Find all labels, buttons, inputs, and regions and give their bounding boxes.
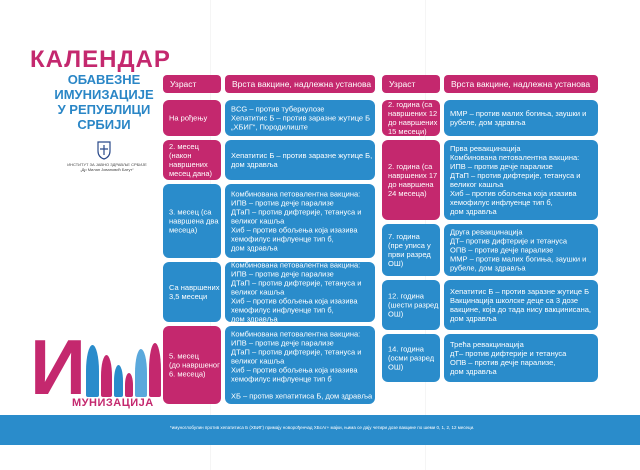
- header-age: Узраст: [163, 75, 221, 93]
- age-cell-line: навршених 12: [388, 109, 438, 118]
- vaccine-cell-line: дом здравља: [231, 314, 278, 324]
- age-cell-line: 2. месец: [169, 142, 199, 151]
- subtitle-line: У РЕПУБЛИЦИ: [57, 102, 151, 117]
- age-cell-line: до навршена: [388, 180, 434, 189]
- vaccine-cell: [444, 100, 598, 136]
- vaccine-cell: [444, 140, 598, 220]
- vaccine-cell-line: великог кашља: [231, 216, 285, 226]
- vaccine-cell-line: BCG – против туберкулозе: [231, 104, 325, 114]
- vaccine-cell-line: Хиб – против обољења која изазива: [231, 296, 358, 306]
- age-cell-line: навршених 17: [388, 171, 438, 180]
- vaccine-cell-line: великог кашља: [231, 287, 285, 297]
- age-cell-line: 3. месец (са: [169, 207, 212, 217]
- age-cell-line: 6. месеца): [169, 369, 206, 379]
- vaccine-cell-line: ДТаП – против дифтерије, тетануса и: [231, 278, 362, 288]
- age-cell-line: ОШ): [388, 309, 404, 319]
- footer-band: [0, 415, 640, 445]
- vaccine-cell-line: ММР – против малих богиња, заушки и: [450, 254, 587, 264]
- age-cell-line: 24 месеца): [388, 189, 427, 198]
- vaccine-cell-line: ОПВ – против дечје парализе: [450, 245, 554, 255]
- age-cell-line: 5. месец: [169, 351, 199, 361]
- age-cell-line: навршених: [169, 160, 208, 169]
- vaccine-cell-line: ИПВ – против дечје парализе: [231, 338, 334, 348]
- vaccine-cell-line: дом здравља: [231, 160, 278, 169]
- age-cell: [382, 334, 440, 382]
- logo-letter: И: [30, 323, 87, 411]
- age-cell-line: (пре уписа у: [388, 241, 431, 250]
- vaccine-cell-line: Комбинована петовалентна вакцина:: [231, 260, 361, 270]
- age-cell: [163, 140, 221, 180]
- vaccine-cell-line: ОПВ – против дечје парализе,: [450, 358, 556, 367]
- vaccine-cell-line: Хепатитис Б – против заразне жутице Б: [450, 287, 590, 296]
- vaccine-cell-line: дом здравља: [231, 243, 278, 253]
- vaccine-cell-line: хемофилус инфлуенце тип б: [231, 374, 332, 384]
- age-cell-line: први разред: [388, 250, 431, 259]
- age-cell: [382, 224, 440, 276]
- age-cell-line: 15 месеци): [388, 127, 427, 136]
- vaccine-cell-line: хемофилус инфлуенце тип б,: [231, 234, 334, 244]
- vaccine-cell: [444, 280, 598, 330]
- vaccine-cell-line: ММР – против малих богиња, заушки и: [450, 109, 587, 118]
- vaccine-cell: [225, 262, 375, 322]
- vaccine-cell: [225, 184, 375, 258]
- institute-line: ИНСТИТУТ ЗА ЈАВНО ЗДРАВЉЕ СРБИЈЕ: [67, 162, 147, 167]
- vaccine-cell: [225, 326, 375, 404]
- page-subtitle: [44, 72, 164, 132]
- vaccine-cell-line: дом здравља: [450, 314, 497, 323]
- header-vaccine: Врста вакцине, надлежна установа: [444, 75, 598, 93]
- subtitle-line: СРБИЈИ: [77, 117, 131, 132]
- vaccine-cell-line: великог кашља: [231, 356, 285, 366]
- vaccine-cell-line: великог кашља: [450, 180, 504, 189]
- vaccine-cell: [225, 100, 375, 136]
- age-cell-line: (након: [169, 151, 192, 160]
- age-cell: [382, 100, 440, 136]
- institute-line: „Др Милан Јовановић Батут“: [80, 167, 134, 172]
- age-cell-line: (шести разред: [388, 300, 439, 310]
- vaccine-cell-line: Трећа ревакцинација: [450, 340, 524, 349]
- imunizacija-logo: [30, 323, 175, 415]
- vaccine-cell-line: Прва ревакцинација: [450, 144, 521, 153]
- age-cell-line: навршена два: [169, 216, 219, 226]
- subtitle-line: ИМУНИЗАЦИЈЕ: [54, 87, 154, 102]
- footnote: *имуноглобулин против хепатитиса Б (ХБИГ) примају новорођенчад ХБсАг+ мајки, њима се дају четири дозе вакцине по шеми 0, 1, 2, 12 месеци.: [170, 425, 475, 430]
- page-title: КАЛЕНДАР: [30, 46, 171, 73]
- age-cell-line: (осми разред: [388, 353, 435, 363]
- vaccine-cell-line: ХБ – против хепатитиса Б, дом здравља: [231, 391, 373, 401]
- vaccine-cell-line: ДТ– против дифтерије и тетануса: [450, 236, 568, 246]
- vaccine-cell-line: „ХБИГ“, Породилиште: [231, 122, 308, 132]
- vaccine-cell-line: Комбинована петовалентна вакцина:: [231, 329, 361, 339]
- vaccine-cell-line: ДТаП – против дифтерије, тетануса и: [231, 207, 362, 217]
- age-cell-line: 2. година (са: [388, 100, 433, 109]
- vaccine-cell-line: дом здравља: [450, 367, 497, 376]
- vaccine-cell-line: Вакцинација школске деце са 3 дозе: [450, 296, 579, 305]
- vaccine-cell-line: дТ– против дифтерије и тетануса: [450, 349, 567, 358]
- vaccine-cell: [444, 224, 598, 276]
- age-cell: [382, 140, 440, 220]
- vaccine-cell-line: ИПВ – против дечје парализе: [231, 269, 334, 279]
- vaccine-cell-line: вакцине, која до тада нису вакцинисана,: [450, 305, 591, 314]
- institute-name: [62, 162, 152, 172]
- vaccine-cell-line: хемофилус инфлуенце тип б,: [450, 198, 553, 207]
- age-cell-line: 3,5 месеци: [169, 292, 208, 301]
- age-cell: [382, 280, 440, 330]
- age-cell-line: ОШ): [388, 362, 404, 372]
- header-vaccine: Врста вакцине, надлежна установа: [225, 75, 375, 93]
- age-cell-line: ОШ): [388, 259, 404, 268]
- vaccine-cell-line: хемофилус инфлуенце тип б,: [231, 305, 334, 315]
- age-cell-line: На рођењу: [169, 113, 208, 123]
- age-cell-line: 2. година (са: [388, 162, 433, 171]
- header-age: Узраст: [382, 75, 440, 93]
- age-cell: [163, 184, 221, 258]
- vaccine-cell-line: Хепатитис Б – против заразне жутице Б,: [231, 151, 373, 160]
- age-cell-line: 14. година: [388, 344, 424, 354]
- age-cell: [163, 262, 221, 322]
- vaccine-cell: [444, 334, 598, 382]
- logo-word: МУНИЗАЦИЈА: [72, 397, 154, 409]
- vaccine-cell-line: ДТаП – против дифтерије, тетануса и: [231, 347, 362, 357]
- age-cell-line: (до навршеног: [169, 360, 220, 370]
- vaccine-cell-line: Хиб – против обољења која изазива: [231, 365, 358, 375]
- vaccine-cell-line: ДТаП – против дифтерије, тетануса и: [450, 171, 581, 180]
- vaccine-cell-line: [231, 384, 370, 392]
- vaccine-cell-line: Хиб – против обољења која изазива: [231, 225, 358, 235]
- vaccine-cell-line: рубеле, дом здравља: [450, 118, 526, 127]
- age-cell-line: Са навршених: [169, 283, 220, 292]
- institute-crest-icon: [96, 140, 112, 160]
- vaccine-cell-line: дом здравља: [450, 207, 497, 216]
- vaccine-cell-line: рубеле, дом здравља: [450, 263, 526, 273]
- age-cell-line: 12. година: [388, 291, 424, 301]
- age-cell-line: месец дана): [169, 169, 212, 178]
- vaccine-cell-line: ИПВ – против дечје парализе: [231, 198, 334, 208]
- vaccine-cell: [225, 140, 375, 180]
- vaccine-cell-line: Друга ревакцинација: [450, 227, 523, 237]
- age-cell-line: 7. година: [388, 232, 420, 241]
- vaccine-cell-line: Хиб – против обољења која изазива: [450, 189, 577, 198]
- vaccine-cell-line: ИПВ – против дечје парализе: [450, 162, 553, 171]
- age-cell-line: до навршених: [388, 118, 438, 127]
- age-cell: [163, 100, 221, 136]
- subtitle-line: ОБАВЕЗНЕ: [67, 72, 141, 87]
- age-cell: [163, 326, 221, 404]
- vaccine-cell-line: Комбинована петовалентна вакцина:: [231, 189, 361, 199]
- vaccine-cell-line: Комбинована петовалентна вакцина:: [450, 153, 580, 162]
- age-cell-line: месеца): [169, 225, 198, 235]
- vaccine-cell-line: Хепатитис Б – против заразне жутице Б: [231, 113, 371, 123]
